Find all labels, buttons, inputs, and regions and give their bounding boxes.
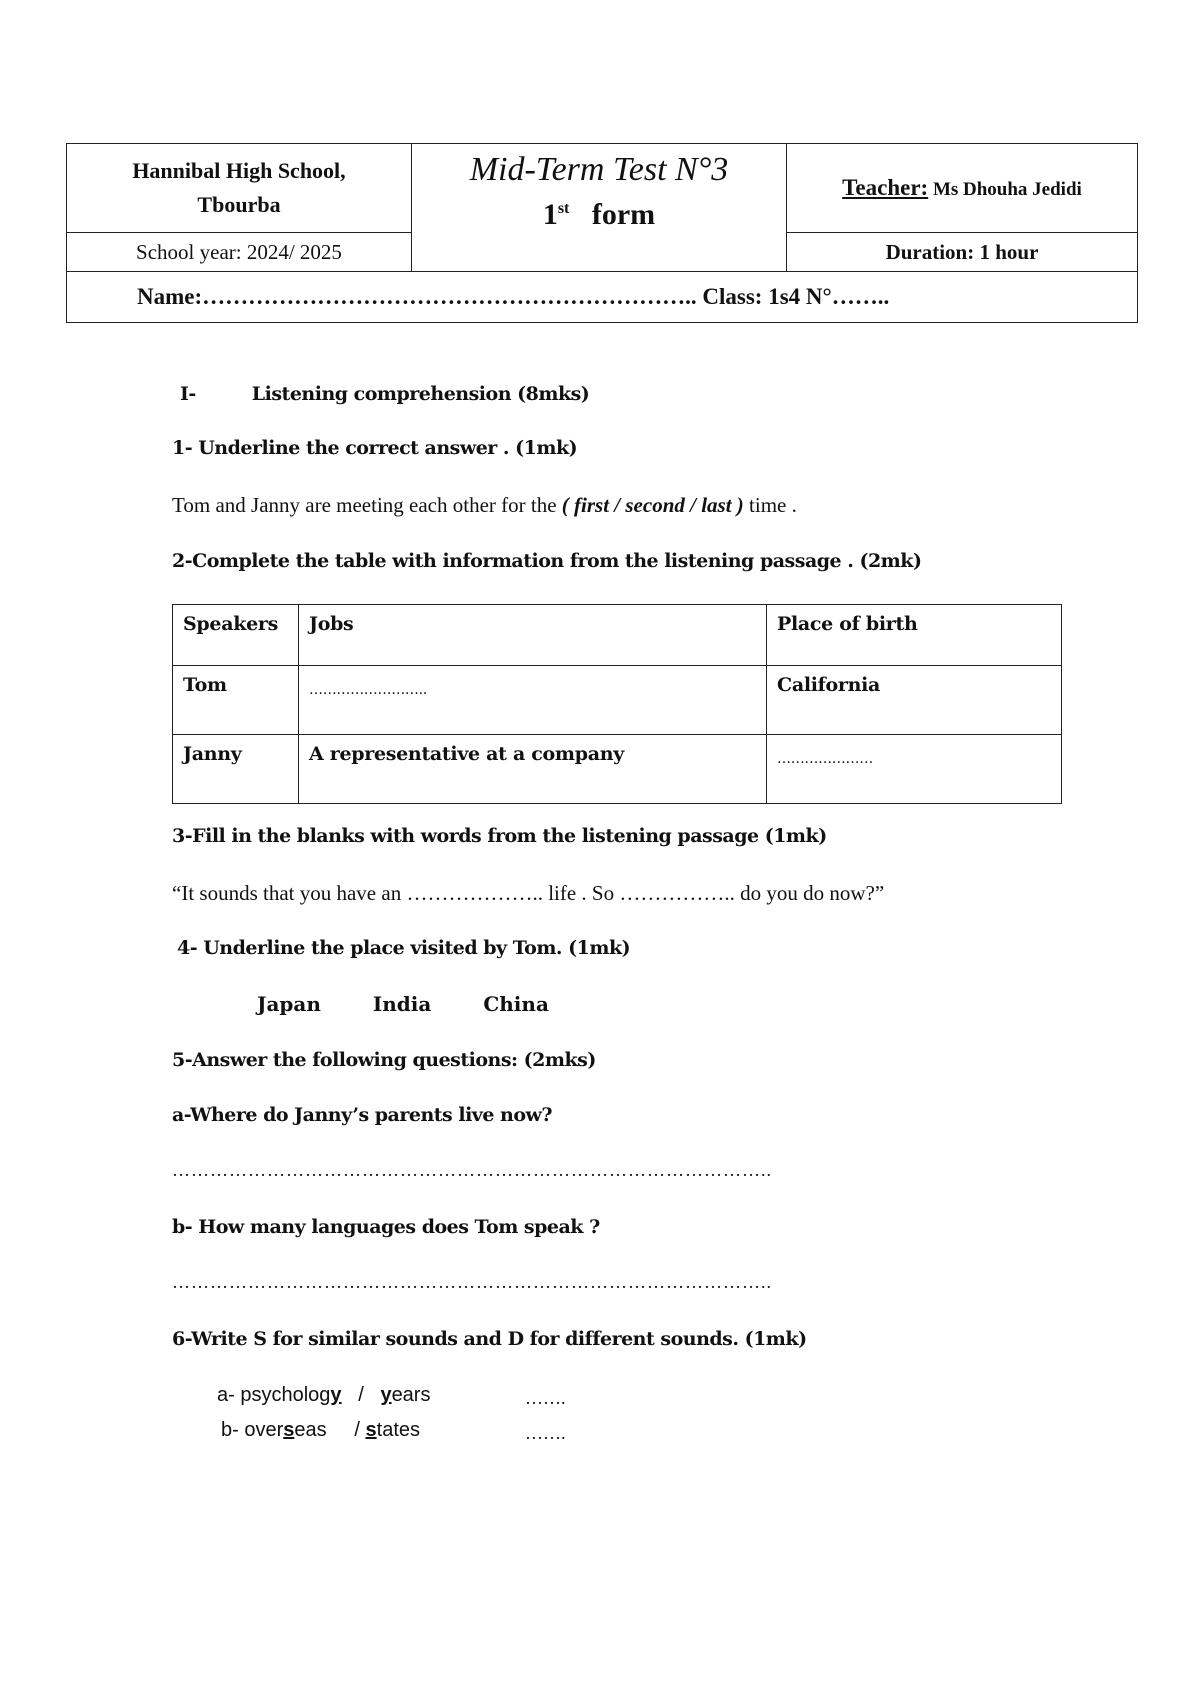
- section-title: Listening comprehension (8mks): [251, 383, 590, 405]
- cell-place-blank[interactable]: …………………: [767, 735, 1062, 804]
- header-speakers: Speakers: [173, 605, 299, 666]
- pair-a-word2: ears: [391, 1384, 431, 1406]
- school-town: Tbourba: [197, 192, 281, 217]
- q1-prompt: 1- Underline the correct answer . (1mk): [172, 437, 578, 459]
- q3-prompt: 3-Fill in the blanks with words from the listening passage (1mk): [172, 825, 827, 847]
- section-heading: [180, 383, 589, 405]
- pair-a-sound1: y: [330, 1384, 342, 1406]
- pair-b-slash: eas /: [294, 1419, 366, 1441]
- q3-sentence[interactable]: “It sounds that you have an ……………….. life . So …………….. do you do now?”: [172, 881, 885, 905]
- q1-sentence: [172, 493, 797, 518]
- place-option[interactable]: China: [483, 992, 549, 1016]
- q1-choices[interactable]: ( first / second / last ): [561, 493, 744, 517]
- pair-a-word1: a- psycholog: [217, 1384, 331, 1406]
- sound-pair-a: [217, 1384, 430, 1407]
- pair-a-slash: /: [341, 1384, 381, 1406]
- header-table: [66, 143, 1138, 323]
- form-suffix: st: [557, 200, 570, 217]
- sound-pair-b: [221, 1419, 420, 1442]
- table-row: [173, 735, 1062, 804]
- teacher-label: Teacher:: [842, 175, 929, 200]
- school-cell: [67, 144, 412, 233]
- q2-prompt: 2-Complete the table with information from the listening passage . (2mk): [172, 550, 922, 572]
- place-option[interactable]: India: [372, 992, 432, 1016]
- form-label: [412, 198, 786, 232]
- header-jobs: Jobs: [299, 605, 767, 666]
- pair-a-answer[interactable]: …….: [525, 1388, 566, 1408]
- cell-job: A representative at a company: [299, 735, 767, 804]
- q5a-question: a-Where do Janny’s parents live now?: [172, 1104, 553, 1126]
- pair-b-sound2: s: [365, 1419, 377, 1441]
- cell-speaker: Tom: [173, 666, 299, 735]
- q5a-answer-line[interactable]: …………………………………………………………………………………..: [172, 1160, 772, 1180]
- title-cell: [412, 144, 787, 272]
- pair-b-sound1: s: [283, 1419, 295, 1441]
- place-options: [257, 992, 601, 1016]
- teacher-name: Ms Dhouha Jedidi: [932, 179, 1082, 200]
- place-option[interactable]: Japan: [257, 992, 321, 1016]
- pair-b-word1: b- over: [221, 1419, 284, 1441]
- duration: Duration: 1 hour: [787, 233, 1138, 272]
- q5-prompt: 5-Answer the following questions: (2mks): [172, 1049, 596, 1071]
- pair-b-word2: tates: [376, 1419, 421, 1441]
- speakers-table: [172, 604, 1062, 804]
- table-header-row: [173, 605, 1062, 666]
- cell-speaker: Janny: [173, 735, 299, 804]
- q1-before: Tom and Janny are meeting each other for the: [172, 493, 562, 517]
- form-word: form: [591, 198, 656, 231]
- test-title: Mid-Term Test N°3: [469, 151, 729, 188]
- q6-prompt: 6-Write S for similar sounds and D for different sounds. (1mk): [172, 1328, 807, 1350]
- school-name: Hannibal High School,: [132, 158, 346, 183]
- name-class-line: Name:……………………………………………………….. Class: 1s4 N°……..: [67, 272, 1138, 323]
- cell-place: California: [767, 666, 1062, 735]
- teacher-cell: [787, 144, 1138, 233]
- q5b-question: b- How many languages does Tom speak ?: [172, 1216, 600, 1238]
- form-number: 1: [542, 198, 558, 231]
- school-year: School year: 2024/ 2025: [67, 233, 412, 272]
- cell-job-blank[interactable]: ……………………..: [299, 666, 767, 735]
- table-row: [173, 666, 1062, 735]
- q1-after: time .: [743, 493, 797, 517]
- pair-b-answer[interactable]: …….: [525, 1423, 566, 1443]
- pair-a-sound2: y: [380, 1384, 392, 1406]
- header-place: Place of birth: [767, 605, 1062, 666]
- q5b-answer-line[interactable]: …………………………………………………………………………………..: [172, 1272, 772, 1292]
- section-number: I-: [180, 383, 196, 405]
- q4-prompt: 4- Underline the place visited by Tom. (1mk): [177, 937, 631, 959]
